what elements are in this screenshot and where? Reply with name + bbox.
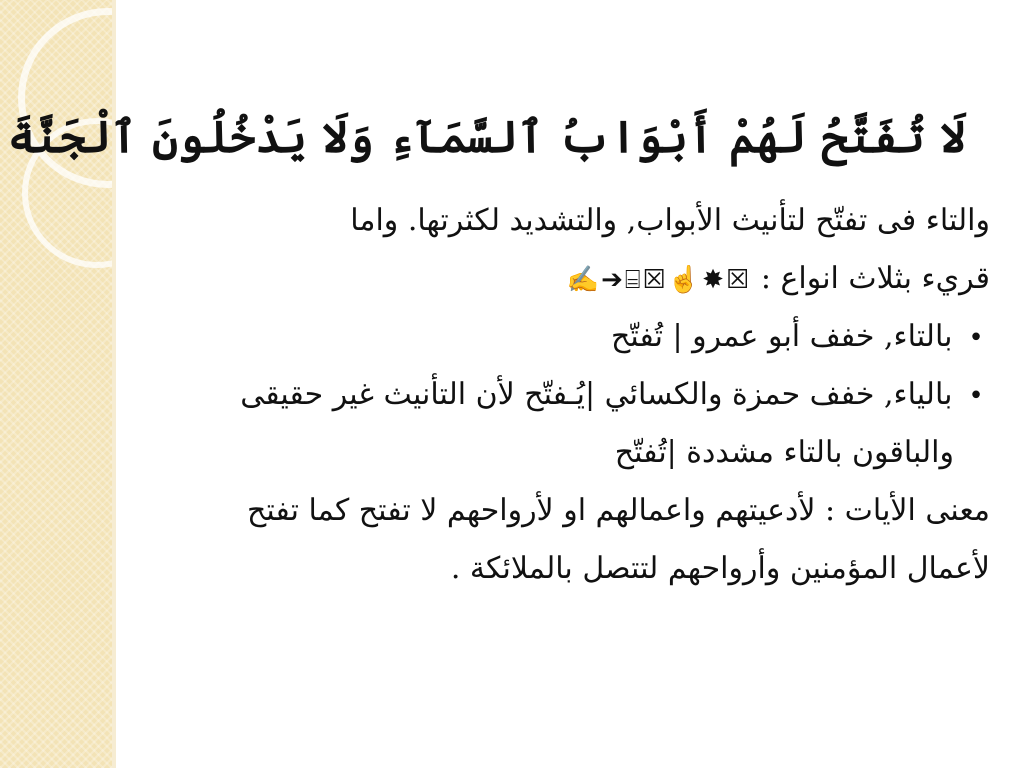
text-line: معنى الأيات : لأدعيتهم واعمالهم او لأرواحهم لا تفتح كما تفتح bbox=[247, 493, 990, 528]
bullet-continuation: والباقون بالتاء مشددة |تُفتّح bbox=[614, 435, 954, 470]
slide-body bbox=[120, 192, 990, 598]
text-line-readings bbox=[120, 250, 990, 308]
readings-label: قريء بثلاث انواع : bbox=[760, 261, 990, 296]
bullet-icon: • bbox=[968, 381, 984, 411]
text-line: لأعمال المؤمنين وأرواحهم لتتصل بالملائكة . bbox=[450, 551, 990, 586]
bullet-item bbox=[120, 308, 990, 366]
bullet-item bbox=[120, 366, 990, 424]
wingding-symbols: ✍➔⌸☒☝✸☒ bbox=[566, 265, 752, 295]
text-line: والتاء فى تفتّح لتأنيث الأبواب, والتشديد لكثرتها. واما bbox=[350, 203, 990, 238]
quran-verse: لَا تُفَتَّحُ لَهُمْ أَبْوَابُ ٱلسَّمَآءِ وَلَا يَدْخُلُونَ ٱلْجَنَّةَ bbox=[7, 112, 966, 163]
bullet-icon: • bbox=[968, 323, 984, 353]
bullet-text: بالتاء, خفف أبو عمرو | تُفتّح bbox=[611, 319, 953, 354]
bullet-text: بالياء, خفف حمزة والكسائي |يُـفتّح لأن التأنيث غير حقيقى bbox=[240, 377, 953, 412]
